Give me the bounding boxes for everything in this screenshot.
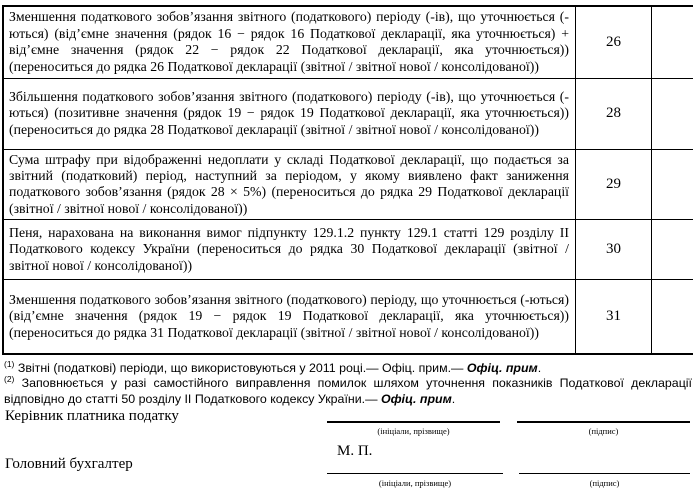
row-description: Пеня, нарахована на виконання вимог підпункту 129.1.2 пункту 129.1 статті 129 розділу II Податкового кодексу України (переноситься до рядка 30 Податкової декларації (звітної / звітної нової / консолідованої)) [3, 220, 576, 280]
accountant-signature-line [519, 473, 690, 474]
footnote-1-marker: (1) [4, 358, 15, 369]
row-description: Зменшення податкового зобов’язання звітного (податкового) періоду, що уточнюється (-ються) (від’ємне значення (рядок 19 − рядок 19 Податкової декларації, яка уточнюється)) (переноситься до рядка 31 Податкової декларації (звітної / звітної нової / консолідованої)) [3, 280, 576, 354]
footnote-2-text: Заповнюється у разі самостійного виправлення помилок шляхом уточнення показників Податкової декларації відповідно до статті 50 розділу II Податкового кодексу України.— [4, 376, 692, 406]
row-value-cell [652, 220, 693, 280]
footnote-2-official-note: Офіц. прим [380, 391, 452, 406]
footnotes-block [4, 358, 692, 407]
table-row [3, 280, 693, 354]
footnote-1-text: Звітні (податкові) періоди, що використовуються у 2011 році.— Офіц. прим.— [14, 361, 467, 375]
row-value-cell [652, 78, 693, 149]
tax-adjustment-table [2, 5, 693, 355]
table-row [3, 78, 693, 149]
row-value-cell [652, 280, 693, 354]
row-code: 26 [576, 6, 652, 78]
director-signature-line [517, 421, 690, 423]
row-code: 29 [576, 149, 652, 220]
row-description: Зменшення податкового зобов’язання звітного (податкового) періоду (-ів), що уточнюється (-ються) (від’ємне значення (рядок 16 − рядок 16 Податкової декларації, яка уточнюється) + від’ємне значення (рядок 22 − рядок 22 Податкової декларації, яка уточнюється)) (переноситься до рядка 26 Податкової декларації (звітної / звітної нової / консолідованої)) [3, 6, 576, 78]
seal-placeholder: М. П. [337, 443, 373, 459]
footnote-1 [4, 358, 692, 376]
footnote-2-marker: (2) [4, 374, 15, 385]
accountant-label: Головний бухгалтер [5, 456, 133, 472]
footnote-1-official-note: Офіц. прим [466, 361, 538, 375]
row-code: 31 [576, 280, 652, 354]
footnote-2-suffix: . [451, 391, 456, 406]
accountant-name-caption: (ініціали, прізвище) [378, 478, 452, 488]
director-name-caption: (ініціали, прізвище) [377, 426, 450, 436]
table-row [3, 6, 693, 78]
row-code: 30 [576, 220, 652, 280]
director-signature-caption: (підпис) [588, 426, 619, 436]
row-value-cell [652, 6, 693, 78]
row-description: Збільшення податкового зобов’язання звітного (податкового) періоду (-ів), що уточнюється (-ються) (позитивне значення (рядок 19 − рядок 19 Податкової декларації, яка уточнюється)) (переноситься до рядка 28 Податкової декларації (звітної / звітної нової / консолідованої)) [3, 78, 576, 149]
row-code: 28 [576, 78, 652, 149]
footnote-1-suffix: . [537, 361, 542, 375]
table-row [3, 220, 693, 280]
table-row [3, 149, 693, 220]
row-value-cell [652, 149, 693, 220]
row-description: Сума штрафу при відображенні недоплати у складі Податкової декларації, що подається за звітний (податковий) період, наступний за періодом, у якому виявлено факт заниження податкового зобов’язання (рядок 28 × 5%) (переноситься до рядка 29 Податкової декларації (звітної / звітної нової / консолідованої)) [3, 149, 576, 220]
footnote-2 [4, 376, 692, 407]
director-label: Керівник платника податку [5, 408, 179, 424]
accountant-signature-caption: (підпис) [589, 478, 620, 488]
director-name-line [327, 421, 500, 423]
accountant-name-line [327, 473, 503, 474]
